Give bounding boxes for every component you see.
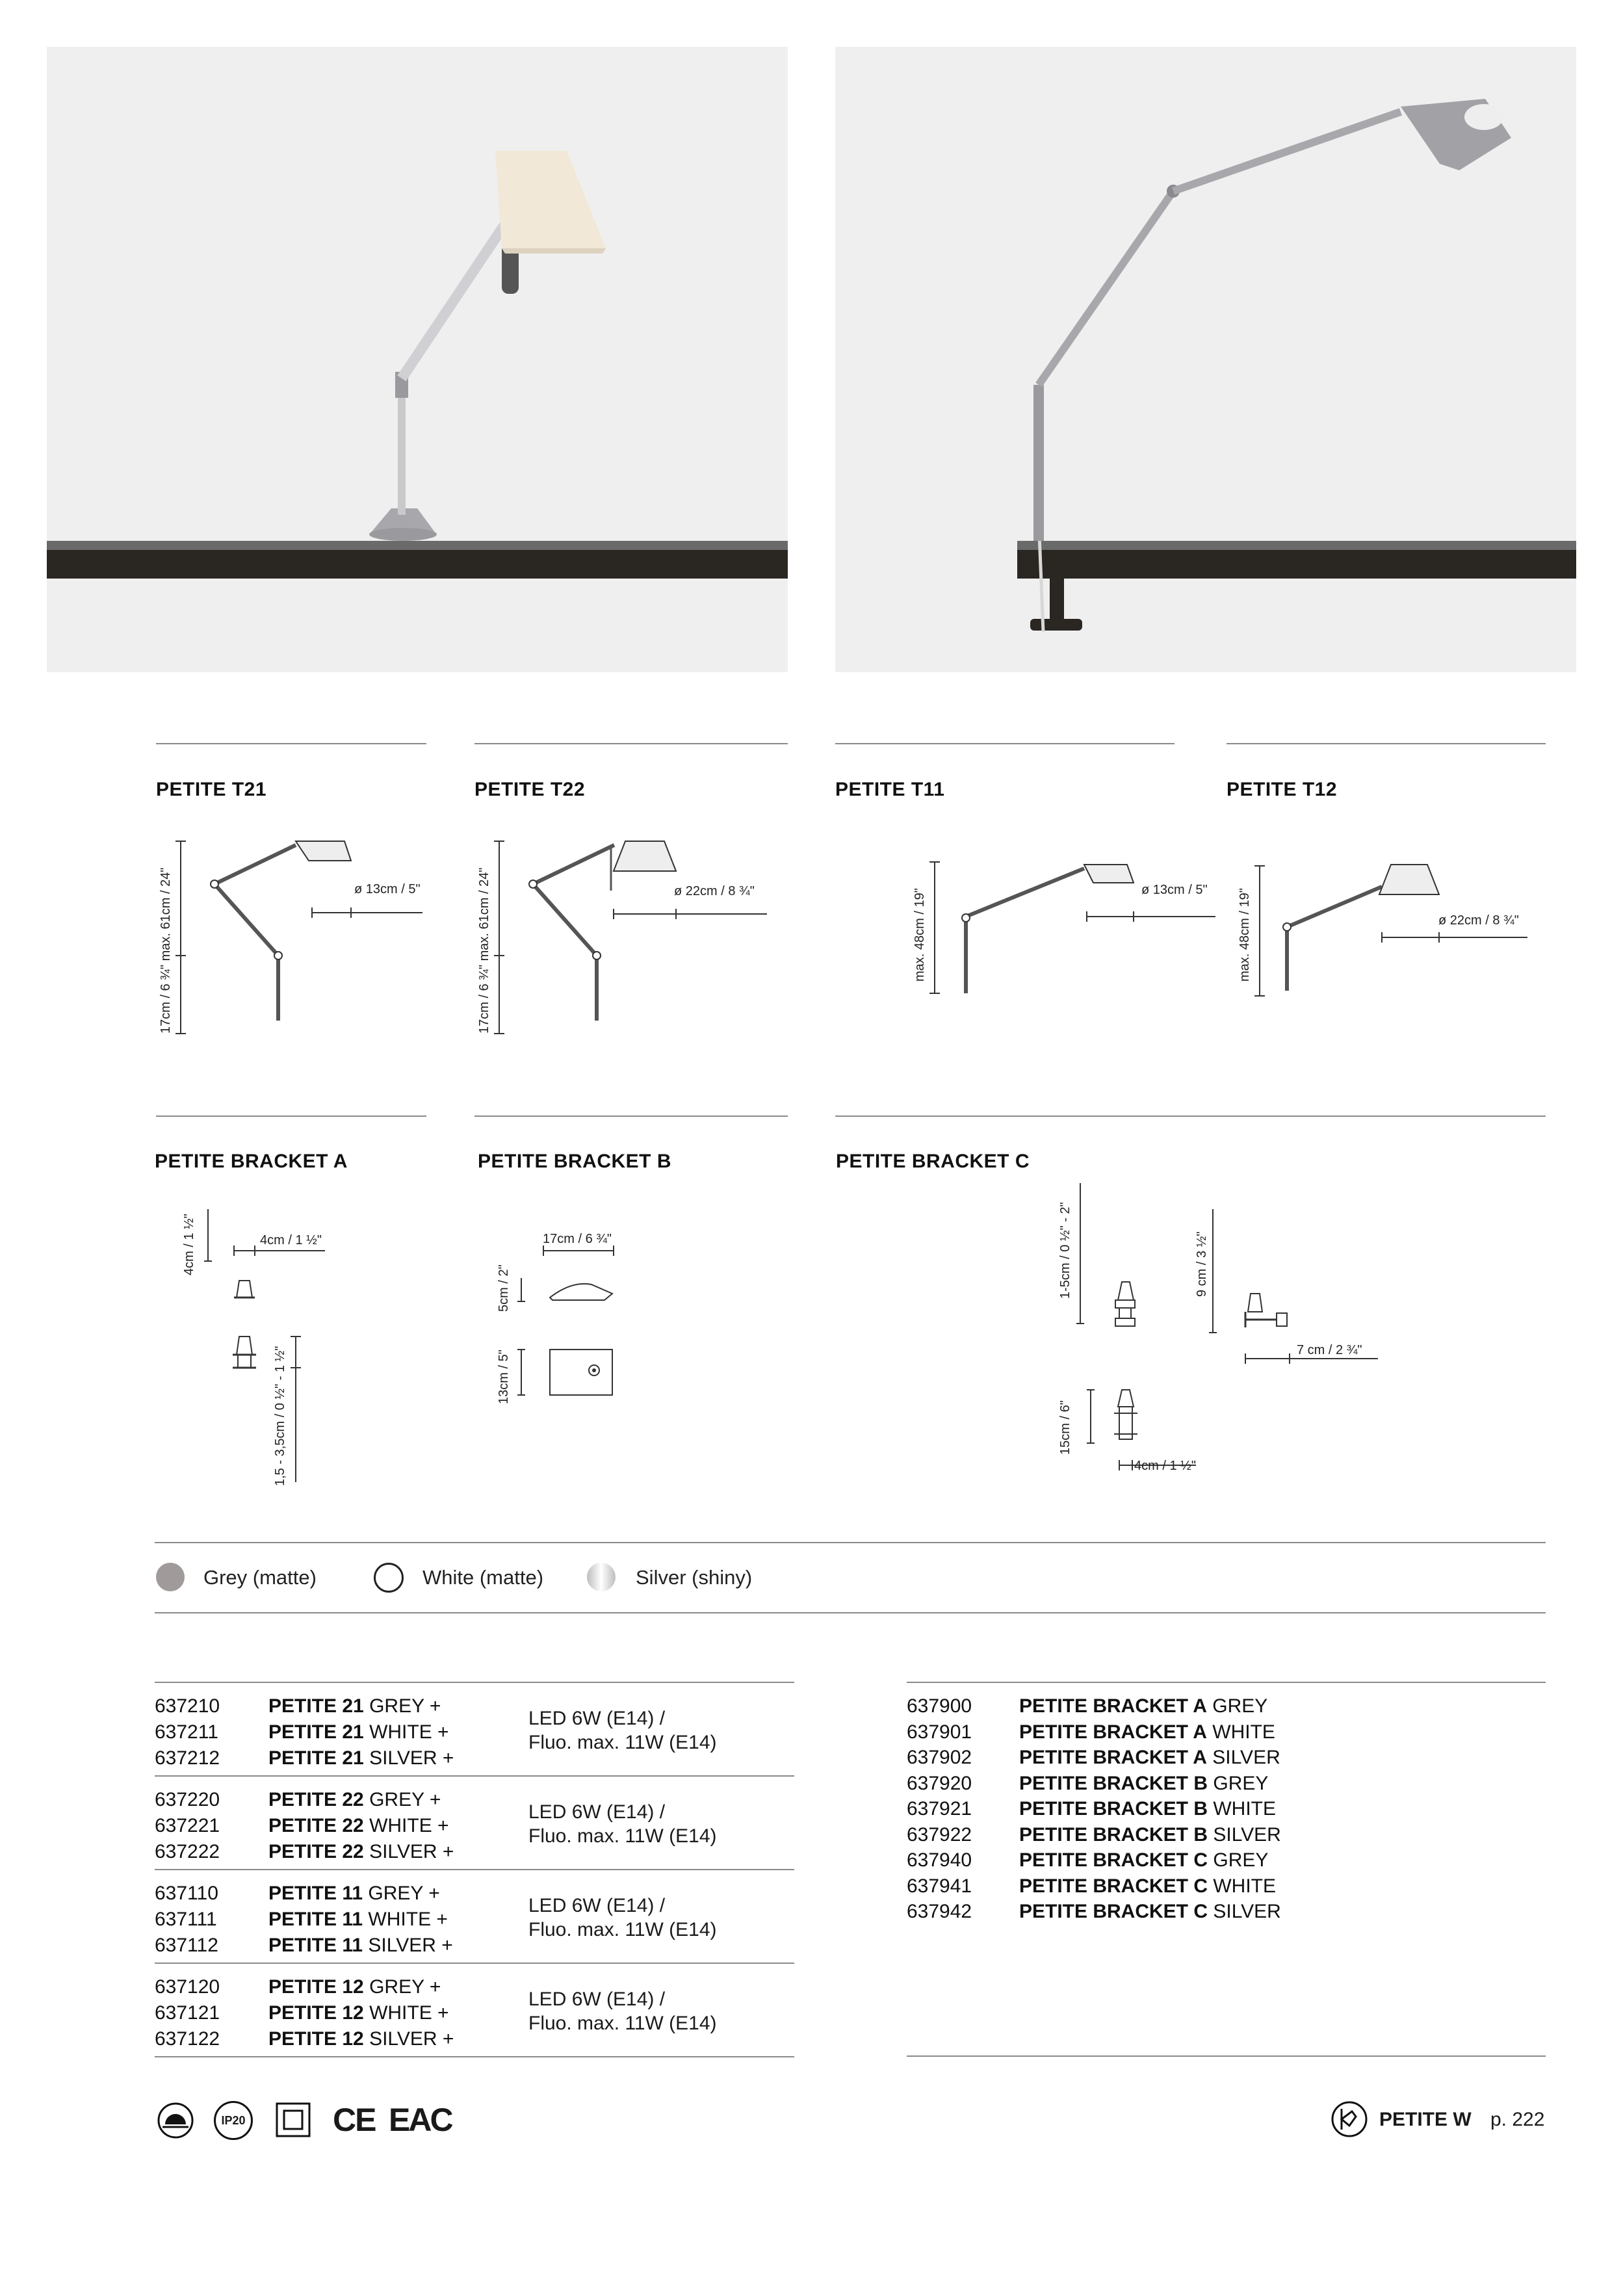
clamp-lamp-illustration	[835, 47, 1576, 672]
title-bracket-c: PETITE BRACKET C	[836, 1151, 1030, 1172]
bracket-a-height: 4cm / 1 ½"	[182, 1214, 196, 1275]
bracket-product-name	[1019, 1873, 1276, 1899]
lamp-model: PETITE 21	[268, 1721, 364, 1743]
bracket-finish: WHITE	[1213, 1875, 1277, 1897]
lamp-table-divider	[155, 1963, 794, 1964]
divider-t22	[474, 743, 788, 744]
bracket-b-height: 5cm / 2"	[497, 1264, 511, 1312]
lamp-finish: GREY +	[369, 1976, 441, 1998]
lamp-finish: WHITE +	[369, 1721, 449, 1743]
lamp-spec-led: LED 6W (E14) /	[528, 1989, 666, 2010]
bracket-product-name	[1019, 1771, 1268, 1797]
title-bracket-b: PETITE BRACKET B	[478, 1151, 672, 1172]
lamp-model: PETITE 11	[268, 1935, 363, 1956]
lamp-product-name	[268, 1974, 441, 2000]
table-lamp-illustration	[47, 47, 788, 672]
swatch-white	[374, 1563, 404, 1593]
bracket-model: PETITE BRACKET B	[1019, 1772, 1208, 1794]
ce-mark: CE	[333, 2102, 376, 2138]
lamp-finish: GREY +	[369, 1789, 441, 1810]
bracket-product-name	[1019, 1745, 1280, 1771]
bracket-product-name	[1019, 1719, 1275, 1745]
bracket-model: PETITE BRACKET A	[1019, 1695, 1207, 1717]
lamp-product-name	[268, 1933, 453, 1959]
ip20-icon	[214, 2101, 253, 2140]
bracket-finish: GREY	[1213, 1849, 1269, 1871]
lamp-product-name	[268, 1813, 449, 1839]
t22-diameter: ø 22cm / 8 ¾"	[674, 884, 755, 898]
lamp-spec-led: LED 6W (E14) /	[528, 1708, 666, 1729]
bracket-finish: GREY	[1213, 1772, 1269, 1794]
lamp-table-divider	[155, 1775, 794, 1777]
lamp-product-name	[268, 1693, 441, 1719]
lamp-finish: SILVER +	[369, 1747, 454, 1769]
lamp-finish: WHITE +	[369, 2002, 449, 2024]
lamp-finish: SILVER +	[369, 1841, 454, 1862]
bracket-code: 637921	[907, 1798, 972, 1820]
bracket-model: PETITE BRACKET C	[1019, 1901, 1208, 1922]
bracket-model: PETITE BRACKET C	[1019, 1875, 1208, 1897]
bracket-c-depth: 7 cm / 2 ¾"	[1297, 1343, 1362, 1357]
eac-mark: EAC	[389, 2102, 452, 2138]
divider-bracket-b	[474, 1115, 788, 1117]
lamp-code: 637222	[155, 1841, 220, 1862]
lamp-finish: SILVER +	[368, 1935, 453, 1956]
divider-bracket-c	[835, 1115, 1546, 1117]
lamp-code: 637122	[155, 2028, 220, 2050]
bracket-c-tall: 15cm / 6"	[1058, 1400, 1072, 1455]
bracket-finish: SILVER	[1213, 1901, 1281, 1922]
bracket-model: PETITE BRACKET C	[1019, 1849, 1208, 1871]
diagram-petite-t21	[156, 832, 429, 1040]
lamp-model: PETITE 11	[268, 1883, 363, 1904]
bracket-b-width: 17cm / 6 ¾"	[543, 1232, 612, 1246]
bracket-code: 637940	[907, 1849, 972, 1871]
lamp-finish: GREY +	[368, 1883, 440, 1904]
lamp-code: 637120	[155, 1976, 220, 1998]
swatch-silver	[587, 1563, 616, 1591]
diagram-bracket-b	[507, 1235, 637, 1404]
lamp-model: PETITE 21	[268, 1695, 364, 1717]
title-petite-t11: PETITE T11	[835, 779, 945, 800]
diagram-bracket-a	[195, 1209, 325, 1495]
lamp-spec-led: LED 6W (E14) /	[528, 1895, 666, 1916]
divider-t11	[835, 743, 1175, 744]
bracket-model: PETITE BRACKET B	[1019, 1798, 1208, 1820]
lamp-code: 637221	[155, 1815, 220, 1836]
bracket-model: PETITE BRACKET B	[1019, 1823, 1208, 1846]
diagram-bracket-c	[1066, 1183, 1378, 1482]
lamp-model: PETITE 22	[268, 1841, 364, 1862]
lamp-code: 637121	[155, 2002, 220, 2024]
bracket-finish: SILVER	[1212, 1747, 1280, 1768]
lamp-code: 637211	[155, 1721, 218, 1743]
bracket-finish: SILVER	[1213, 1823, 1281, 1846]
bracket-code: 637920	[907, 1772, 972, 1794]
bracket-product-name	[1019, 1847, 1268, 1873]
lamp-table-top	[155, 1682, 794, 1683]
t12-height: max. 48cm / 19"	[1238, 888, 1252, 982]
bracket-table-top	[907, 1682, 1546, 1683]
lamp-product-name	[268, 2026, 454, 2052]
lamp-code: 637111	[155, 1909, 217, 1930]
bracket-finish: GREY	[1212, 1695, 1268, 1717]
lamp-code: 637210	[155, 1695, 220, 1717]
lamp-code: 637212	[155, 1747, 220, 1769]
lamp-model: PETITE 21	[268, 1747, 364, 1769]
ip20-label: IP20	[221, 2113, 246, 2127]
t12-diameter: ø 22cm / 8 ¾"	[1438, 913, 1519, 928]
title-bracket-a: PETITE BRACKET A	[155, 1151, 348, 1172]
title-petite-t12: PETITE T12	[1227, 779, 1338, 800]
bracket-model: PETITE BRACKET A	[1019, 1721, 1207, 1743]
lamp-finish: SILVER +	[369, 2028, 454, 2050]
bracket-a-clamp: 1,5 - 3,5cm / 0 ½" - 1 ½"	[273, 1346, 287, 1486]
lamp-product-name	[268, 1787, 441, 1813]
lamp-table-divider	[155, 2056, 794, 2057]
divider-finishes-bottom	[155, 1612, 1546, 1613]
lamp-code: 637112	[155, 1935, 218, 1956]
class-ii-icon	[275, 2102, 311, 2138]
bracket-a-width: 4cm / 1 ½"	[260, 1233, 322, 1247]
lamp-spec-led: LED 6W (E14) /	[528, 1801, 666, 1823]
bracket-product-name	[1019, 1796, 1276, 1822]
divider-bracket-a	[156, 1115, 426, 1117]
bracket-product-name	[1019, 1899, 1281, 1925]
label-white: White (matte)	[422, 1566, 544, 1589]
page-reference[interactable]: p. 222	[1490, 2109, 1545, 2130]
bracket-code: 637900	[907, 1695, 972, 1717]
bracket-code: 637901	[907, 1721, 972, 1743]
lamp-product-name	[268, 1881, 440, 1907]
lamp-spec-fluo: Fluo. max. 11W (E14)	[528, 1919, 717, 1940]
diagram-petite-t22	[474, 832, 773, 1040]
bracket-code: 637941	[907, 1875, 972, 1897]
lamp-product-name	[268, 1839, 454, 1865]
lamp-spec-fluo: Fluo. max. 11W (E14)	[528, 1825, 717, 1847]
lamp-model: PETITE 12	[268, 2028, 364, 2050]
bracket-b-depth: 13cm / 5"	[497, 1350, 511, 1404]
label-silver: Silver (shiny)	[636, 1566, 753, 1589]
lamp-model: PETITE 12	[268, 1976, 364, 1998]
t11-diameter: ø 13cm / 5"	[1141, 883, 1208, 897]
divider-finishes-top	[155, 1542, 1546, 1543]
bracket-finish: WHITE	[1212, 1721, 1275, 1743]
wall-lamp-link-icon[interactable]	[1330, 2100, 1369, 2139]
bracket-c-height: 9 cm / 3 ½"	[1195, 1231, 1209, 1297]
bracket-table-bottom	[907, 2055, 1546, 2057]
divider-t12	[1227, 743, 1546, 744]
divider-t21	[156, 743, 426, 744]
bracket-code: 637922	[907, 1823, 972, 1846]
lamp-model: PETITE 12	[268, 2002, 364, 2024]
lamp-product-name	[268, 1907, 448, 1933]
bracket-code: 637902	[907, 1747, 972, 1768]
lamp-model: PETITE 22	[268, 1815, 364, 1836]
swatch-grey	[156, 1563, 185, 1591]
diagram-petite-t11	[910, 845, 1222, 1014]
lamp-product-name	[268, 2000, 449, 2026]
label-grey: Grey (matte)	[203, 1566, 317, 1589]
bracket-c-clamp: 1-5cm / 0 ½" - 2"	[1058, 1202, 1072, 1299]
sunlight-dim-icon	[156, 2101, 195, 2140]
t21-height: 17cm / 6 ¾" max. 61cm / 24"	[159, 867, 173, 1034]
bracket-code: 637942	[907, 1901, 972, 1922]
lamp-code: 637110	[155, 1883, 218, 1904]
title-petite-t21: PETITE T21	[156, 779, 267, 800]
lamp-finish: WHITE +	[369, 1815, 449, 1836]
lamp-product-name	[268, 1719, 449, 1745]
t11-height: max. 48cm / 19"	[913, 888, 927, 982]
lamp-model: PETITE 11	[268, 1909, 363, 1930]
t22-height: 17cm / 6 ¾" max. 61cm / 24"	[477, 867, 491, 1034]
lamp-code: 637220	[155, 1789, 220, 1810]
lamp-finish: GREY +	[369, 1695, 441, 1717]
photo-petite-table-lamp	[47, 47, 788, 672]
t21-diameter: ø 13cm / 5"	[354, 882, 421, 896]
diagram-petite-t12	[1235, 845, 1534, 1014]
lamp-table-divider	[155, 1869, 794, 1870]
lamp-finish: WHITE +	[368, 1909, 448, 1930]
title-petite-t22: PETITE T22	[474, 779, 586, 800]
bracket-c-width: 4cm / 1 ½"	[1134, 1459, 1196, 1473]
lamp-spec-fluo: Fluo. max. 11W (E14)	[528, 1732, 717, 1753]
bracket-finish: WHITE	[1213, 1798, 1277, 1820]
photo-petite-clamp-lamp	[835, 47, 1576, 672]
lamp-product-name	[268, 1745, 454, 1771]
bracket-model: PETITE BRACKET A	[1019, 1747, 1207, 1768]
lamp-spec-fluo: Fluo. max. 11W (E14)	[528, 2013, 717, 2034]
bracket-product-name	[1019, 1693, 1267, 1719]
bracket-product-name	[1019, 1822, 1281, 1848]
lamp-model: PETITE 22	[268, 1789, 364, 1810]
link-petite-w[interactable]: PETITE W	[1379, 2109, 1472, 2130]
